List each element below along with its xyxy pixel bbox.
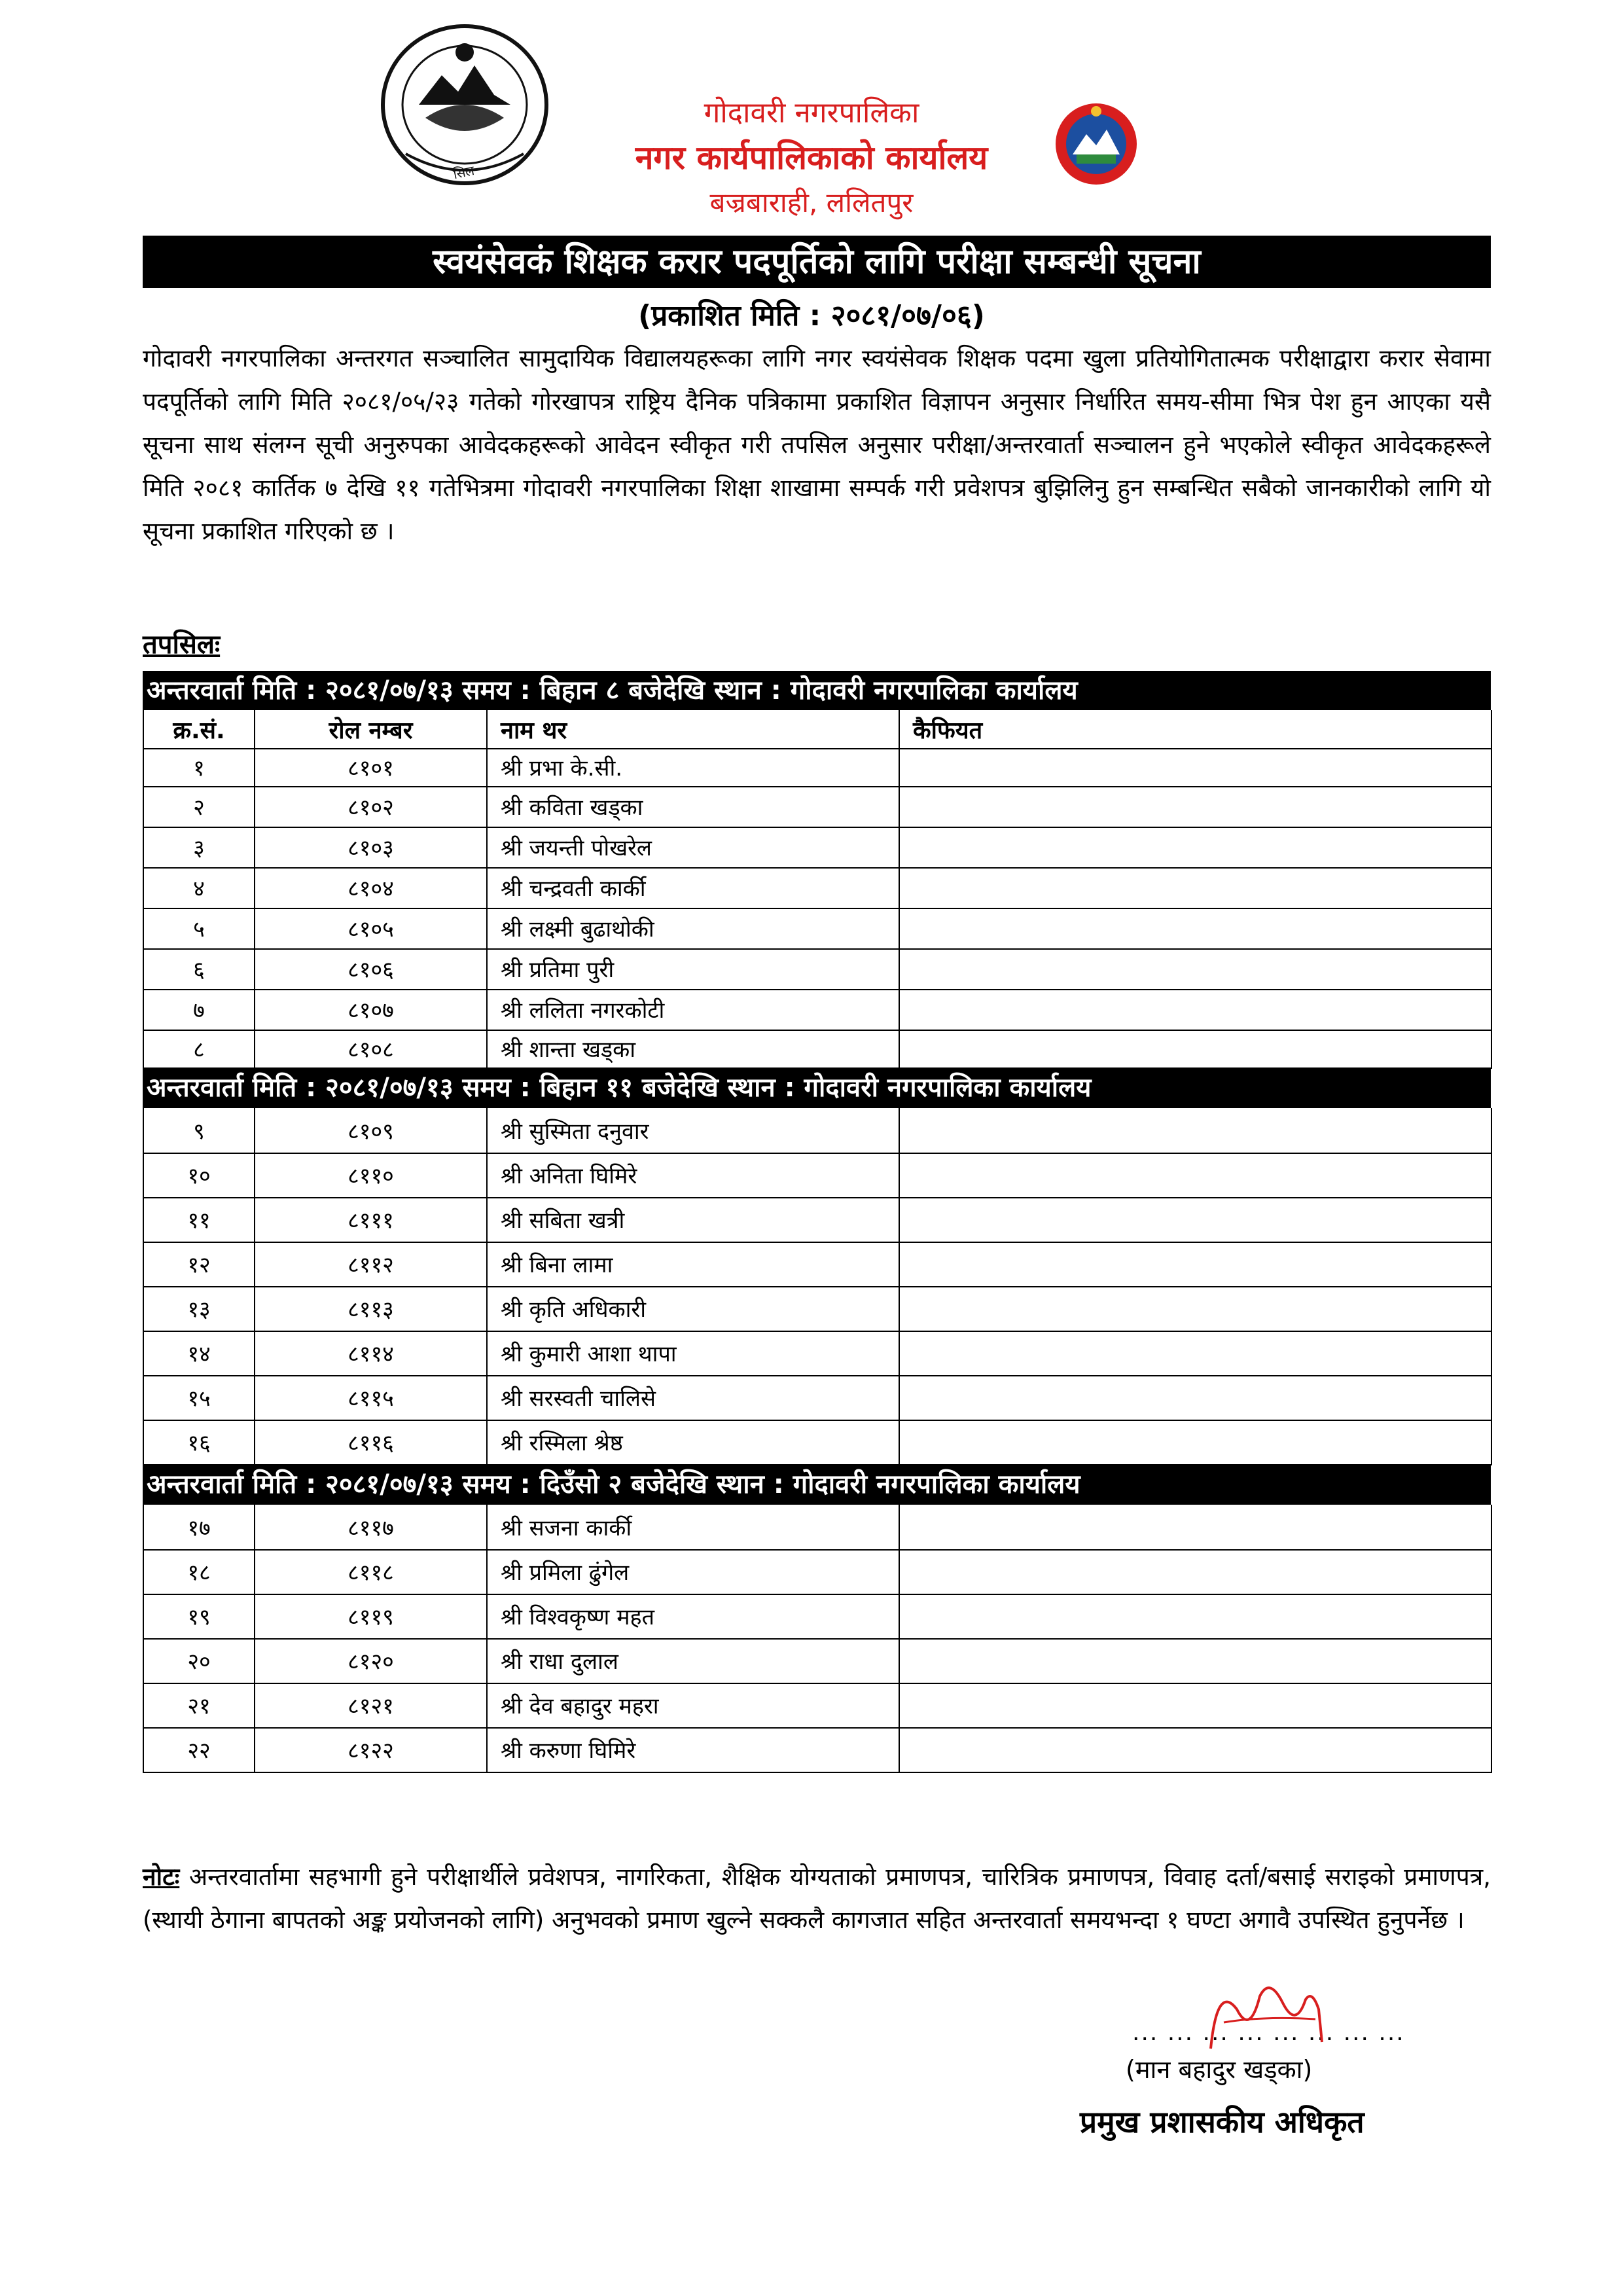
signatory-name: (मान बहादुर खड्का) (1126, 2055, 1313, 2084)
table-row (143, 1683, 1492, 1729)
table-row (143, 1286, 1492, 1332)
cell-roll-number: ८१०९ (255, 1108, 488, 1153)
cell-serial: १२ (144, 1242, 255, 1286)
cell-serial: ११ (144, 1197, 255, 1242)
header-remarks: कैफियत (913, 717, 983, 744)
cell-name: श्री देव बहादुर महरा (488, 1683, 900, 1727)
cell-roll-number: ८१०७ (255, 989, 488, 1030)
cell-remarks (900, 1030, 1491, 1067)
cell-roll-number: ८१२२ (255, 1727, 488, 1772)
cell-remarks (900, 1331, 1491, 1375)
table-row (143, 1594, 1492, 1640)
cell-roll-number: ८१०५ (255, 908, 488, 948)
table-row (143, 1153, 1492, 1198)
cell-remarks (900, 948, 1491, 989)
table-row (143, 1375, 1492, 1421)
cell-remarks (900, 1727, 1491, 1772)
cell-roll-number: ८१२१ (255, 1683, 488, 1727)
cell-roll-number: ८११५ (255, 1375, 488, 1420)
table-row (143, 748, 1492, 787)
cell-remarks (900, 1197, 1491, 1242)
notice-title: स्वयंसेवकं शिक्षक करार पदपूर्तिको लागि परीक्षा सम्बन्धी सूचना (143, 236, 1491, 288)
cell-serial: ८ (144, 1030, 255, 1067)
table-row (143, 1549, 1492, 1595)
cell-name: श्री अनिता घिमिरे (488, 1153, 900, 1197)
table-row (143, 1242, 1492, 1287)
cell-serial: १४ (144, 1331, 255, 1375)
cell-roll-number: ८११९ (255, 1594, 488, 1638)
cell-name: श्री विश्वकृष्ण महत (488, 1594, 900, 1638)
table-row (143, 989, 1492, 1031)
table-row (143, 1108, 1492, 1154)
cell-remarks (900, 908, 1491, 948)
notice-paragraph: गोदावरी नगरपालिका अन्तरगत सञ्चालित सामुदायिक विद्यालयहरूका लागि नगर स्वयंसेवक शिक्षक पदमा खुला प्रतियोगितात्मक परीक्षाद्वारा करार सेवामा पदपूर्तिको लागि मिति २०८१/०५/२३ गतेको गोरखापत्र राष्ट्रिय दैनिक पत्रिकामा प्रकाशित विज्ञापन अनुसार निर्धारित समय-सीमा भित्र पेश हुन आएका यसै सूचना साथ संलग्न सूची अनुरुपका आवेदकहरूको आवेदन स्वीकृत गरी तपसिल अनुसार परीक्षा/अन्तरवार्ता सञ्चालन हुने भएकोले स्वीकृत आवेदकहरूले मिति २०८१ कार्तिक ७ देखि ११ गतेभित्रमा गोदावरी नगरपालिका शिक्षा शाखामा सम्पर्क गरी प्रवेशपत्र बुझिलिनु हुन सम्बन्धित सबैको जानकारीको लागि यो सूचना प्रकाशित गरिएको छ । (143, 344, 1491, 545)
cell-roll-number: ८११८ (255, 1549, 488, 1594)
table-row (143, 786, 1492, 828)
svg-text:सिल: सिल (452, 162, 476, 183)
cell-roll-number: ८११६ (255, 1420, 488, 1464)
cell-remarks (900, 1286, 1491, 1331)
note-label: नोटः (143, 1863, 180, 1891)
cell-remarks (900, 1638, 1491, 1683)
interview-session-heading: अन्तरवार्ता मिति : २०८१/०७/१३ समय : दिउँसो २ बजेदेखि स्थान : गोदावरी नगरपालिका कार्यालय (143, 1464, 1491, 1505)
cell-remarks (900, 748, 1491, 786)
cell-remarks (900, 989, 1491, 1030)
cell-remarks (900, 1242, 1491, 1286)
cell-serial: ५ (144, 908, 255, 948)
cell-serial: १६ (144, 1420, 255, 1464)
cell-serial: २० (144, 1638, 255, 1683)
office-address: बज्रबाराही, ललितपुर (709, 187, 914, 219)
cell-serial: १० (144, 1153, 255, 1197)
cell-serial: ४ (144, 867, 255, 908)
cell-serial: २१ (144, 1683, 255, 1727)
table-row (143, 1505, 1492, 1551)
cell-name: श्री सजना कार्की (488, 1505, 900, 1549)
cell-serial: १८ (144, 1549, 255, 1594)
cell-remarks (900, 1108, 1491, 1153)
cell-roll-number: ८११३ (255, 1286, 488, 1331)
cell-name: श्री कुमारी आशा थापा (488, 1331, 900, 1375)
cell-serial: ९ (144, 1108, 255, 1153)
cell-name: श्री ललिता नगरकोटी (488, 989, 900, 1030)
cell-serial: १९ (144, 1594, 255, 1638)
cell-remarks (900, 786, 1491, 827)
cell-serial: ७ (144, 989, 255, 1030)
cell-name: श्री जयन्ती पोखरेल (488, 827, 900, 867)
signature-dots: ... ... ... ... ... ... ... ... (1132, 2019, 1405, 2046)
cell-roll-number: ८११२ (255, 1242, 488, 1286)
cell-roll-number: ८१११ (255, 1197, 488, 1242)
table-row (143, 1420, 1492, 1465)
details-label: तपसिलः (143, 630, 221, 660)
cell-name: श्री प्रतिमा पुरी (488, 948, 900, 989)
cell-name: श्री राधा दुलाल (488, 1638, 900, 1683)
cell-roll-number: ८१०८ (255, 1030, 488, 1067)
cell-roll-number: ८१०४ (255, 867, 488, 908)
cell-remarks (900, 1375, 1491, 1420)
cell-serial: २ (144, 786, 255, 827)
table-row (143, 827, 1492, 869)
cell-name: श्री चन्द्रवती कार्की (488, 867, 900, 908)
cell-name: श्री प्रमिला ढुंगेल (488, 1549, 900, 1594)
municipality-name: गोदावरी नगरपालिका (704, 96, 919, 130)
cell-roll-number: ८११० (255, 1153, 488, 1197)
cell-serial: १७ (144, 1505, 255, 1549)
header-name: नाम थर (488, 710, 900, 748)
cell-name: श्री बिना लामा (488, 1242, 900, 1286)
table-row (143, 1197, 1492, 1243)
cell-name: श्री कविता खड्का (488, 786, 900, 827)
cell-roll-number: ८११४ (255, 1331, 488, 1375)
table-row (143, 1030, 1492, 1069)
cell-remarks (900, 1420, 1491, 1464)
table-row (143, 908, 1492, 950)
table-row (143, 1638, 1492, 1684)
cell-name: श्री रस्मिला श्रेष्ठ (488, 1420, 900, 1464)
cell-name: श्री लक्ष्मी बुढाथोकी (488, 908, 900, 948)
table-row (143, 948, 1492, 990)
cell-remarks (900, 1153, 1491, 1197)
table-header-row (143, 710, 1492, 749)
cell-roll-number: ८१०६ (255, 948, 488, 989)
cell-roll-number: ८११७ (255, 1505, 488, 1549)
cell-remarks (900, 1683, 1491, 1727)
cell-remarks (900, 827, 1491, 867)
cell-remarks (900, 867, 1491, 908)
header-serial: क्र.सं. (144, 710, 255, 748)
cell-roll-number: ८१०३ (255, 827, 488, 867)
cell-name: श्री प्रभा के.सी. (488, 748, 900, 786)
cell-roll-number: ८१०२ (255, 786, 488, 827)
cell-roll-number: ८१०१ (255, 748, 488, 786)
table-row (143, 1727, 1492, 1773)
cell-serial: १ (144, 748, 255, 786)
cell-serial: २२ (144, 1727, 255, 1772)
interview-session-heading: अन्तरवार्ता मिति : २०८१/०७/१३ समय : बिहान ८ बजेदेखि स्थान : गोदावरी नगरपालिका कार्यालय (143, 671, 1491, 710)
office-name: नगर कार्यपालिकाको कार्यालय (635, 139, 988, 177)
cell-name: श्री सुस्मिता दनुवार (488, 1108, 900, 1153)
cell-name: श्री शान्ता खड्का (488, 1030, 900, 1067)
cell-name: श्री कृति अधिकारी (488, 1286, 900, 1331)
header-roll-number: रोल नम्बर (255, 710, 488, 748)
published-date: (प्रकाशित मिति : २०८१/०७/०६) (638, 299, 985, 332)
table-row (143, 1331, 1492, 1376)
cell-serial: १३ (144, 1286, 255, 1331)
cell-remarks (900, 1505, 1491, 1549)
cell-remarks (900, 1594, 1491, 1638)
cell-roll-number: ८१२० (255, 1638, 488, 1683)
note-paragraph (143, 1856, 1491, 1942)
cell-serial: १५ (144, 1375, 255, 1420)
cell-name: श्री सबिता खत्री (488, 1197, 900, 1242)
cell-name: श्री सरस्वती चालिसे (488, 1375, 900, 1420)
signatory-designation: प्रमुख प्रशासकीय अधिकृत (1080, 2104, 1364, 2140)
note-text: अन्तरवार्तामा सहभागी हुने परीक्षार्थीले प्रवेशपत्र, नागरिकता, शैक्षिक योग्यताको प्रमाणपत्र, चारित्रिक प्रमाणपत्र, विवाह दर्ता/बसाई सराइको प्रमाणपत्र, (स्थायी ठेगाना बापतको अङ्क प्रयोजनको लागि) अनुभवको प्रमाण खुल्ने सक्कलै कागजात सहित अन्तरवार्ता समयभन्दा १ घण्टा अगावै उपस्थित हुनुपर्नेछ । (143, 1863, 1491, 1934)
cell-remarks (900, 1549, 1491, 1594)
cell-serial: ३ (144, 827, 255, 867)
cell-name: श्री करुणा घिमिरे (488, 1727, 900, 1772)
cell-serial: ६ (144, 948, 255, 989)
table-row (143, 867, 1492, 909)
interview-session-heading: अन्तरवार्ता मिति : २०८१/०७/१३ समय : बिहान ११ बजेदेखि स्थान : गोदावरी नगरपालिका कार्यालय (143, 1067, 1491, 1108)
